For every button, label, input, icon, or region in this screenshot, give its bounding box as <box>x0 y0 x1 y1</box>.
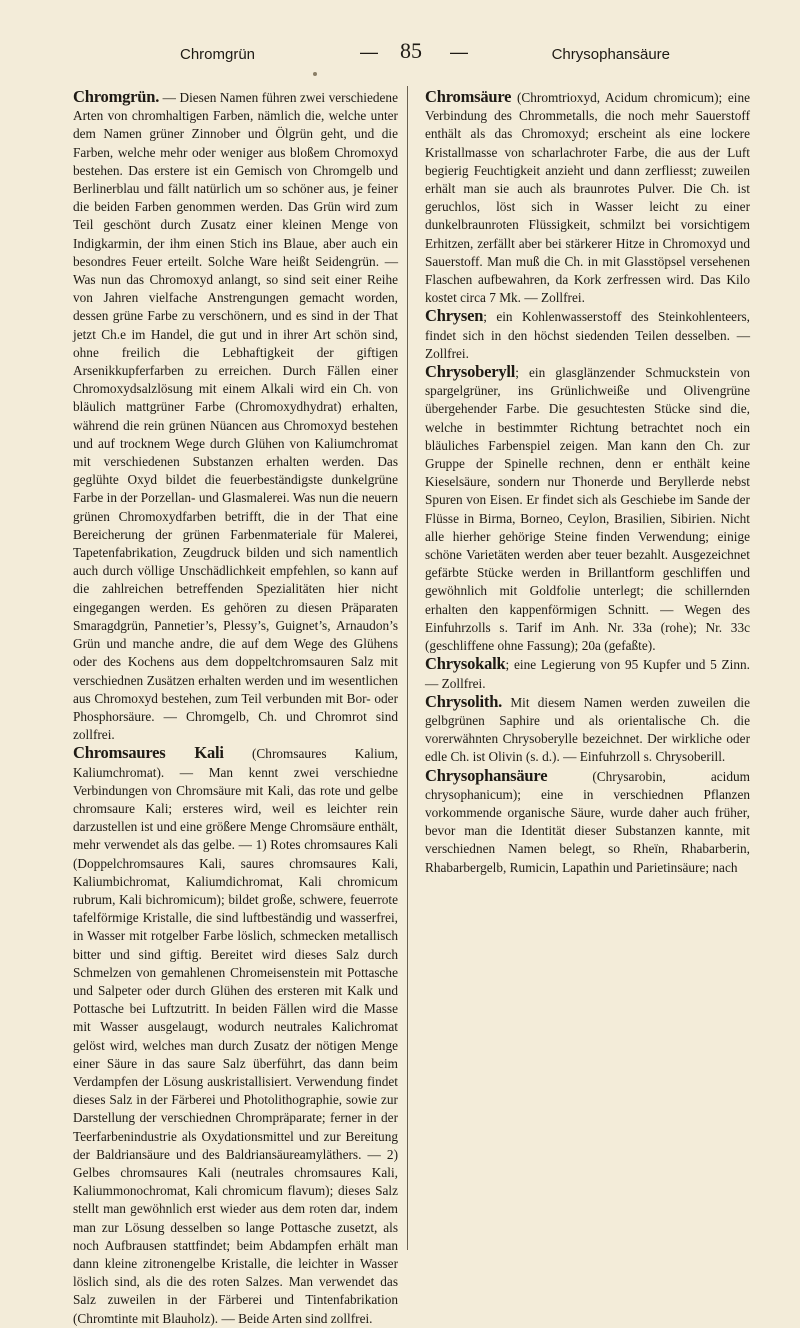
entry-headword: Chrysen <box>425 306 484 326</box>
header-right-word: Chrysophansäure <box>551 46 670 63</box>
entry-headword: Chrysokalk <box>425 654 506 674</box>
column-left <box>73 88 398 1328</box>
entry-headword: Chrysolith. <box>425 691 503 711</box>
entry-chromsaeure <box>425 88 750 307</box>
entry-text: (Chromsaures Kalium, Kaliumchromat). — Man kennt zwei verschiedne Verbindungen von Chromsäure mit Kali, das rote und gelbe chromsaure Kali; ersteres wird, weil es leichter rein darzustellen ist und eine größere Menge Chromsäure enthält, mehr verwendet als das gelbe. — 1) Rotes chromsaures Kali (Doppelchromsaures Kali, saures chromsaures Kali, Kaliumbichromat, Kaliumdichromat, Kali chromicum rubrum, Kali bichromicum); bildet große, schwere, feuerrote tafelförmige Kristalle, die sind luftbeständig und wasserfrei, in Wasser mit rotgelber Farbe löslich, schmecken metallisch bitter und sind giftig. Bereitet wird dieses Salz durch Schmelzen von gemahlenen Chromeisenstein mit Pottasche und Salpeter oder durch Glühen des ersteren mit Kalk und Pottasche bei Luftzutritt. In beiden Fällen wird die Masse mit Wasser ausgelaugt, wodurch neutrales Kalichromat gelöst wird, welches man durch Zusatz der nötigen Menge einer Säure in das saure Salz überführt, das dann beim Verdampfen der Lösung auskristallisiert. Verwendung findet dieses Salz in der Färberei und Photolithographie, sowie zur Darstellung der verschiednen Chrompräparate; ferner in der Teerfarbenindustrie als Oxydationsmittel und zur Bereitung der Baldriansäure und des Baldriansäureamyläthers. — 2) Gelbes chromsaures Kali (neutrales chromsaures Kali, Kaliummonochromat, Kali chromicum flavum); dieses Salz stellt man gewöhnlich erst wieder aus dem roten dar, indem man zur Lösung desselben so lange Pottasche zusetzt, als noch Aufbrausen stattfindet; beim Abdampfen erhält man dann kleine zitronengelbe Kristalle, die leichter in Wasser löslich sind, als die des roten Salzes. Man verwendet das Salz zuweilen in der Färberei und Tintenfabrikation (Chromtinte mit Blauholz). — Beide Arten sind zollfrei. <box>73 746 398 1326</box>
decorative-dot <box>313 72 317 76</box>
header-dash: — <box>450 42 468 62</box>
entry-chrysophansaeure <box>425 767 750 877</box>
entry-text: ; ein glasglänzender Schmuckstein von spargelgrüner, ins Grünlichweiße und Olivengrüne übergehender Farbe. Die gesuchtesten Stücke sind die, welche in bestimmter Richtung betrachtet noch ein bläuliches Farbenspiel zeigen. Man kann den Ch. zur Gruppe der Spinelle rechnen, denn er enthält keine Kieselsäure, sondern nur Thonerde und Beryllerde nebst Spuren von Eisen. Er findet sich als Geschiebe im Sande der Flüsse in Birma, Borneo, Ceylon, Brasilien, Sibirien. Nicht alle hierher gehörige Steine finden Verwendung; einige schöne Varietäten werden aber teuer bezahlt. Ausgezeichnet gefärbte Stücke werden in Brillantform geschliffen und gewöhnlich mit Goldfolie unterlegt; die schillernden erhalten den kappenförmigen Schnitt. — Wegen des Einfuhrzolls s. Tarif im Anh. Nr. 33a (rohe); Nr. 33c (geschliffene ohne Fassung); 20a (gefaßte). <box>425 365 750 654</box>
entry-chromgruen <box>73 88 398 744</box>
page-number: 85 <box>400 38 422 63</box>
header-left-word: Chromgrün <box>180 46 256 63</box>
column-divider <box>407 86 408 1250</box>
entry-headword: Chromsaures Kali <box>73 743 224 763</box>
entry-chrysokalk <box>425 655 750 692</box>
entry-headword: Chromgrün. <box>73 87 160 106</box>
entry-chromsaures-kali <box>73 744 398 1328</box>
entry-text: — Diesen Namen führen zwei verschiedene Arten von chromhaltigen Farben, nämlich die, welche unter dem Namen grüner Zinnober und Ölgrün geht, und die Farben, welche mehr oder weniger aus bloßem Chromoxyd bestehen. Das erstere ist ein Gemisch von Chromgelb und Berlinerblau und fällt natürlich um so schöner aus, je feiner die beiden Farben genommen werden. Das Grün wird zum Teil geschönt durch Zusatz einer kleinen Menge von Indigkarmin, der ihm einen Stich ins Blaue, aber auch ein besondres Feuer erteilt. Solche Ware heißt Seidengrün. — Was nun das Chromoxyd anlangt, so sind seit einer Reihe von Jahren vielfache Anstrengungen gemacht worden, dessen grüne Farbe zu verschönern, und es sind in der That jetzt Ch.e im Handel, die gut und in ihrer Art schön sind, ohne freilich die Lebhaftigkeit der giftigen Arsenikkupferfarben zu erreichen. Durch Fällen einer Chromoxydsalzlösung mit einem Alkali wird ein Ch. von bläulich mattgrüner Farbe (Chromoxydhydrat) erhalten, während die rein grünen Nüancen aus Chromoxyd bestehen und auf trocknem Wege durch Glühen von Kaliumchromat mit verschiedenen Substanzen erhalten werden. Das geglühte Oxyd bildet die feuerbeständigste dunkelgrüne Farbe in der Porzellan- und Glasmalerei. Was nun die neuern grünen Chromoxydfarben betrifft, die in der That eine Bereicherung der grünen Farbenmateriale für Malerei, Tapetenfabrikation, Zeugdruck bilden und sich namentlich auch durch völlige Unschädlichkeit empfehlen, so kann auf die zahlreichen betreffenden Spezialitäten hier nicht eingegangen werden. Es gehören zu diesen Präparaten Smaragdgrün, Pannetier’s, Plessy’s, Guignet’s, Arnaudon’s Grün und manche andre, die auf dem Wege des Glühens oder des Kochens aus dem doppeltchromsauren Salz mit verschiednen Zusätzen erhalten werden und im wesentlichen aus Chromoxyd bestehen, zum Teil verbunden mit Bor- oder Phosphorsäure. — Chromgelb, Ch. und Chromrot sind zollfrei. <box>73 90 398 743</box>
entry-headword: Chromsäure <box>425 87 512 106</box>
entry-text: (Chromtrioxyd, Acidum chromicum); eine Verbindung des Chrommetalls, die noch mehr Sauerstoff enthält als das Chromoxyd; erscheint als eine lockere Kristallmasse von scharlachroter Farbe, die aus der Luft begierig Feuchtigkeit anzieht und dann zerfliesst; zuweilen erhält man sie auch als braunrotes Pulver. Die Ch. ist geruchlos, löst sich in Wasser leicht zu einer dunkelbraunroten Flüssigkeit, schmilzt bei vorsichtigem Erhitzen, zerfällt aber bei stärkerer Hitze in Chromoxyd und Sauerstoff. Man muß die Ch. in mit Glasstöpsel versehenen Flaschen aufbewahren, da Kork zerfressen wird. Das Kilo kostet circa 7 Mk. — Zollfrei. <box>425 90 750 306</box>
entry-chrysoberyll <box>425 363 750 655</box>
entry-chrysolith <box>425 693 750 767</box>
entry-text: (Chrysarobin, acidum chrysophanicum); eine in verschiednen Pflanzen vorkommende organische Säure, wurde daher auch früher, bevor man die Identität dieser Substanzen kannte, mit verschiednen Namen belegt, so Rheïn, Rhabarberin, Rhabarbergelb, Rumicin, Lapathin und Parietinsäure; nach <box>425 768 750 875</box>
entry-text: ; eine Legierung von 95 Kupfer und 5 Zinn. — Zollfrei. <box>425 657 750 691</box>
running-header <box>70 38 750 70</box>
entry-headword: Chrysophansäure <box>425 765 548 785</box>
column-right <box>425 88 750 877</box>
header-dash: — <box>360 42 378 62</box>
entry-text: ; ein Kohlenwasserstoff des Steinkohlenteers, findet sich in den höchst siedenden Teilen desselben. — Zollfrei. <box>425 309 750 361</box>
entry-headword: Chrysoberyll <box>425 362 516 382</box>
entry-chrysen <box>425 307 750 363</box>
entry-text: Mit diesem Namen werden zuweilen die gelbgrünen Saphire und als orientalische Ch. die vorerwähnten Chrysoberylle bezeichnet. Der wirkliche oder edle Ch. ist Olivin (s. d.). — Einfuhrzoll s. Chrysoberill. <box>425 694 750 765</box>
